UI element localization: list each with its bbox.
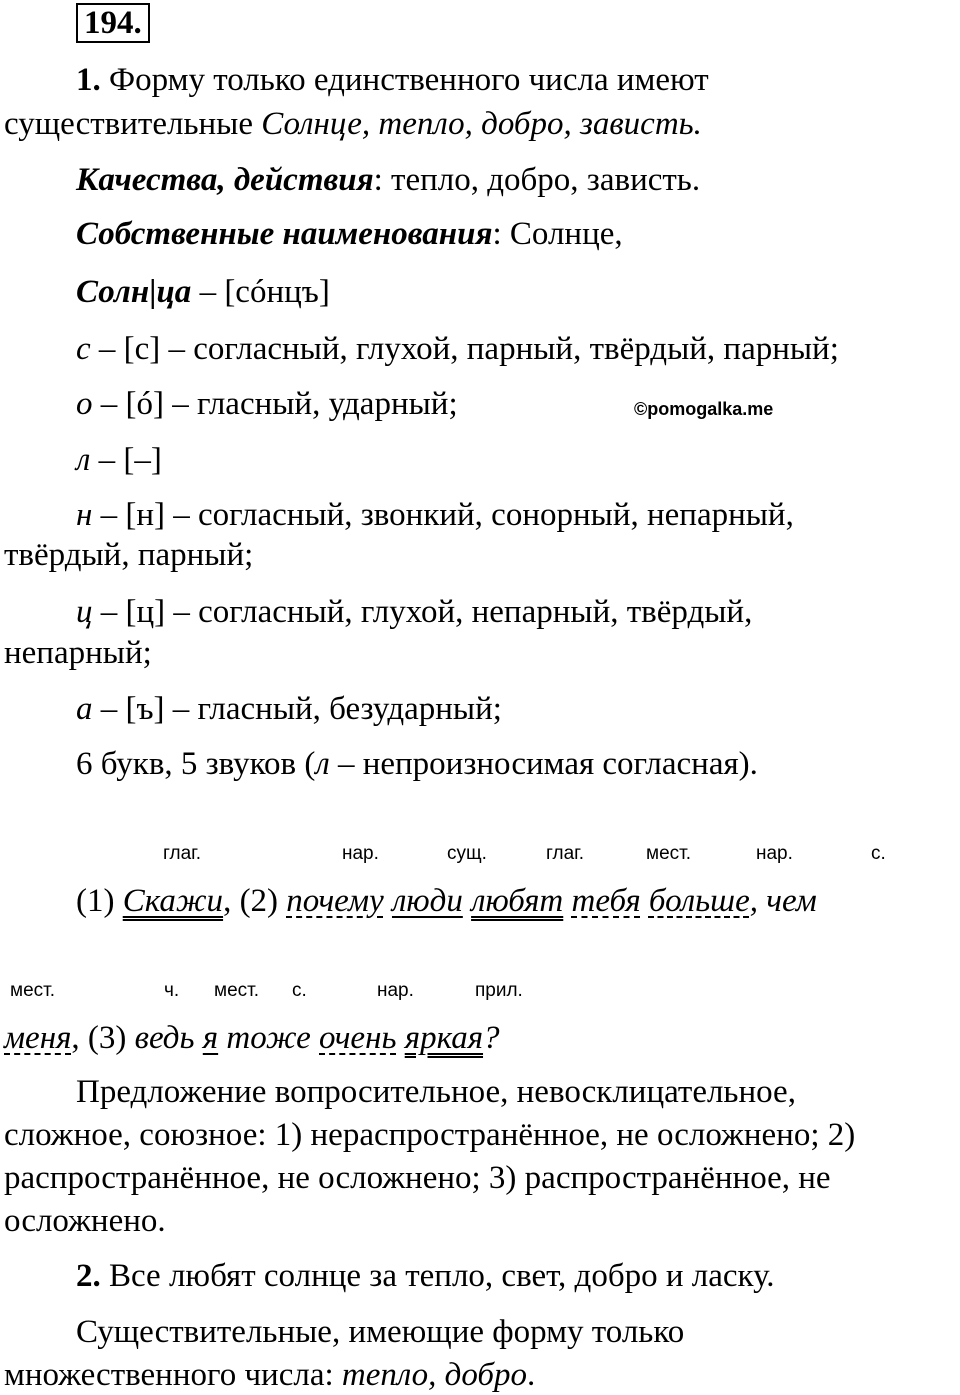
description-line-4: осложнено. [4, 1203, 166, 1239]
part1-intro-cont [4, 104, 702, 144]
pos-label: нар. [342, 843, 379, 864]
part2-line3-end: . [527, 1357, 536, 1393]
pos-label: ч. [164, 980, 180, 1001]
letter-s-line [76, 329, 839, 369]
conjunction-word: , чем [749, 883, 817, 919]
part1-label: 1. [76, 62, 101, 98]
letter-o-line [76, 384, 458, 424]
letter-n-cont: твёрдый, парный; [4, 537, 254, 573]
adverbial-word: почему [286, 883, 384, 919]
part2-line-2: Существительные, имеющие форму только [76, 1314, 685, 1350]
summary-line [76, 744, 758, 784]
question-mark: ? [483, 1020, 500, 1056]
letter-n-text: – [н] – согласный, звонкий, сонорный, непарный, [92, 497, 794, 533]
pos-label: прил. [475, 980, 523, 1001]
clause-sep: , (2) [223, 883, 287, 919]
letter-o-text: – [ó] – гласный, ударный; [92, 386, 458, 422]
letter-s-text: – [с] – согласный, глухой, парный, твёрдый, парный; [90, 331, 839, 367]
description-line-2: сложное, союзное: 1) нераспространённое, не осложнено; 2) [4, 1117, 856, 1153]
letter-ts-text: – [ц] – согласный, глухой, непарный, твёрдый, [92, 594, 753, 630]
letter-n: н [76, 497, 93, 533]
plain-word: тоже [218, 1020, 320, 1056]
transcription: – [сóнцъ] [191, 274, 330, 310]
proper-line [76, 214, 623, 254]
letter-ts: ц [76, 594, 93, 630]
predicate-word: любят [471, 883, 564, 919]
part1-intro-words: Солнце, тепло, добро, зависть. [261, 106, 702, 142]
clause-sep: , (3) [71, 1020, 135, 1056]
letter-s: с [76, 331, 91, 367]
parse-line-1 [76, 881, 817, 921]
pos-label: мест. [646, 843, 692, 864]
summary-b: – непроизносимая согласная). [329, 746, 758, 782]
pos-label: мест. [10, 980, 56, 1001]
adverbial-word: больше [648, 883, 750, 919]
object-word: меня [4, 1020, 72, 1056]
subject-word: люди [391, 883, 463, 919]
letter-a-text: – [ъ] – гласный, безударный; [92, 691, 502, 727]
watermark: ©pomogalka.me [634, 399, 774, 419]
letter-l: л [76, 442, 91, 478]
word-analysis-line [76, 272, 330, 312]
proper-text: : Солнце, [492, 216, 623, 252]
letter-n-line [76, 495, 794, 535]
pos-label: сущ. [447, 843, 487, 864]
clause-number: (1) [76, 883, 123, 919]
object-word: тебя [571, 883, 641, 919]
part2-line-3 [4, 1355, 535, 1395]
part1-intro-cont-text: существительные [4, 106, 262, 142]
letter-a-line [76, 689, 502, 729]
quality-text: : тепло, добро, зависть. [373, 162, 701, 198]
parse-line-2 [4, 1018, 500, 1058]
subject-word: я [202, 1020, 219, 1056]
exercise-number: 194. [76, 3, 150, 43]
pos-label: с. [871, 843, 886, 864]
letter-ts-cont: непарный; [4, 635, 152, 671]
pos-label: глаг. [546, 843, 585, 864]
proper-label: Собственные наименования [76, 216, 493, 252]
letter-l-text: – [–] [90, 442, 162, 478]
part2-line3-words: тепло, добро [341, 1357, 528, 1393]
predicate-word: Скажи [122, 883, 224, 919]
summary-a: 6 букв, 5 звуков ( [76, 746, 316, 782]
word-part-b: ца [156, 274, 192, 310]
pos-label: мест. [214, 980, 260, 1001]
letter-l-line [76, 440, 162, 480]
summary-l: л [315, 746, 330, 782]
part1-intro-text: Форму только единственного числа имеют [100, 62, 709, 98]
adverbial-word: очень [319, 1020, 397, 1056]
letter-a: а [76, 691, 93, 727]
word-part-a: Солн [76, 274, 150, 310]
predicate-word: яркая [404, 1020, 484, 1056]
description-line-3: распространённое, не осложнено; 3) распространённое, не [4, 1160, 831, 1196]
part2-line-1 [76, 1256, 775, 1296]
part2-line3-text: множественного числа: [4, 1357, 342, 1393]
description-line-1: Предложение вопросительное, невосклицательное, [76, 1074, 796, 1110]
letter-ts-line [76, 592, 752, 632]
pos-label: нар. [377, 980, 414, 1001]
word-separator: | [149, 274, 157, 310]
part2-label: 2. [76, 1258, 101, 1294]
pos-label: глаг. [163, 843, 202, 864]
quality-line [76, 160, 700, 200]
part1-intro [76, 60, 709, 100]
quality-label: Качества, действия [76, 162, 374, 198]
pos-label: нар. [756, 843, 793, 864]
particle-word: ведь [134, 1020, 203, 1056]
pos-label: с. [292, 980, 307, 1001]
letter-o: о [76, 386, 93, 422]
part2-text: Все любят солнце за тепло, свет, добро и ласку. [100, 1258, 775, 1294]
